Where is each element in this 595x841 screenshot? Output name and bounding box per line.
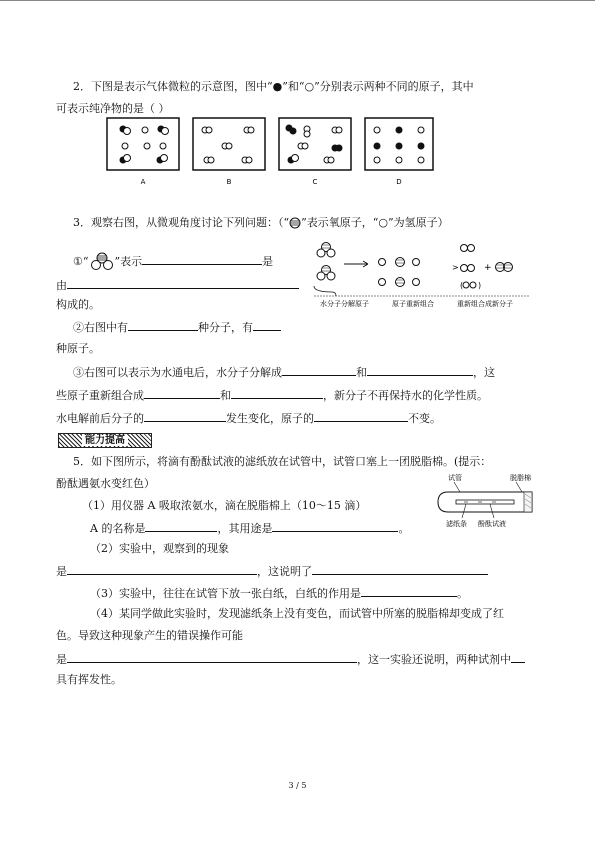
q3-blank-7[interactable]: [144, 387, 220, 399]
q5-blank-6[interactable]: [67, 651, 357, 663]
q5-p4-line2: 色。导致这种现象产生的错误操作可能: [56, 629, 243, 642]
q5-blank-2[interactable]: [272, 520, 398, 532]
q5-blank-3[interactable]: [67, 563, 257, 575]
q3-intro: 3．观察右图，从微观角度讨论下列问题：（“ ”表示氧原子，“○”为氢原子）: [73, 216, 449, 229]
q3-p1-line3: 构成的。: [56, 298, 100, 311]
label-paper: 滤纸条: [446, 520, 467, 528]
q5-p4-line3: 是 ，这一实验还说明，两种试剂中: [56, 651, 525, 667]
q5-p1b: A 的名称是 ，其用途是 。: [90, 522, 410, 535]
q5-p4-line1: （4）某同学做此实验时，发现滤纸条上没有变色，而试管中所塞的脱脂棉却变成了红: [90, 607, 504, 620]
page-top-rule: [0, 0, 595, 1]
svg-text:+: +: [484, 263, 492, 273]
q3-p2-line1: ②右图中有 种分子，有: [73, 319, 281, 335]
page-number: 3 / 5: [288, 781, 307, 790]
q5-blank-4[interactable]: [312, 563, 488, 575]
q3-blank-5[interactable]: [282, 364, 356, 376]
water-molecule-icon: [89, 252, 115, 272]
q5-p2b: 是 ，这说明了: [56, 563, 488, 579]
q2-text-line1: 2．下图是表示气体微粒的示意图，图中“●”和“○”分别表示两种不同的原子，其中: [73, 80, 474, 93]
q5-blank-7[interactable]: [511, 651, 525, 663]
q3-blank-10[interactable]: [314, 410, 408, 422]
q3-blank-1[interactable]: [142, 253, 262, 265]
label-cotton: 脱脂棉: [510, 474, 531, 482]
diagram-label-2: 原子重新组合: [392, 300, 434, 308]
oxygen-atom-icon: [289, 217, 301, 229]
box-a: [107, 118, 179, 170]
q5-text-line2: 酚酞遇氨水变红色）: [56, 477, 155, 490]
label-a: A: [140, 178, 146, 186]
q5-text-line1: 5．如下图所示，将滴有酚酞试液的滤纸放在试管中，试管口塞上一团脱脂棉。(提示：: [73, 455, 492, 468]
q3-p3-line2: 些原子重新组合成 和 ，新分子不再保持水的化学性质。: [56, 389, 488, 402]
q2-particle-diagram: [105, 116, 435, 191]
q3-p2-line2: 种原子。: [56, 342, 100, 355]
label-d: D: [396, 178, 402, 186]
svg-text:>: >: [452, 263, 459, 272]
water-molecules: [317, 243, 335, 281]
separated-atoms: [379, 258, 420, 287]
q3-blank-3[interactable]: [128, 319, 198, 331]
q5-blank-5[interactable]: [361, 585, 457, 597]
q3-p3-line3: 水电解前后分子的 发生变化，原子的 不变。: [56, 412, 441, 425]
test-tube-figure: [436, 470, 544, 528]
q3-blank-4[interactable]: [253, 319, 281, 331]
q5-p3: （3）实验中，往往在试管下放一张白纸，白纸的作用是 。: [90, 587, 468, 600]
electrolysis-diagram: [312, 240, 538, 312]
q3-p3-line1: ③右图可以表示为水通电后，水分子分解成 和 ，这: [73, 366, 495, 379]
q2-text-line2: 可表示纯净物的是（ ）: [56, 102, 170, 115]
diagram-label-3: 重新组合成新分子: [457, 300, 513, 308]
section-tag-ability: 能力提高: [58, 433, 152, 448]
q3-blank-8[interactable]: [231, 387, 323, 399]
q5-blank-1[interactable]: [145, 520, 217, 532]
diagram-label-1: 水分子分解原子: [320, 300, 369, 308]
q5-p2: （2）实验中，观察到的现象: [90, 542, 229, 555]
q5-p4-line4: 具有挥发性。: [56, 673, 122, 686]
q5-p1: （1）用仪器 A 吸取浓氨水，滴在脱脂棉上（10～15 滴）: [82, 499, 367, 512]
svg-text:): ): [478, 281, 482, 290]
svg-text:(: (: [460, 281, 464, 290]
label-b: B: [226, 178, 232, 186]
new-molecules: [452, 245, 513, 291]
q3-blank-6[interactable]: [367, 364, 473, 376]
q3-p1-line1: ①“ ”表示 是: [73, 252, 273, 272]
q3-p1-line2: 由: [56, 277, 299, 293]
q3-blank-9[interactable]: [144, 410, 226, 422]
label-tube: 试管: [448, 474, 462, 482]
q3-blank-2[interactable]: [67, 277, 299, 289]
label-phenol: 酚酞试液: [478, 520, 506, 528]
label-c: C: [312, 178, 318, 186]
